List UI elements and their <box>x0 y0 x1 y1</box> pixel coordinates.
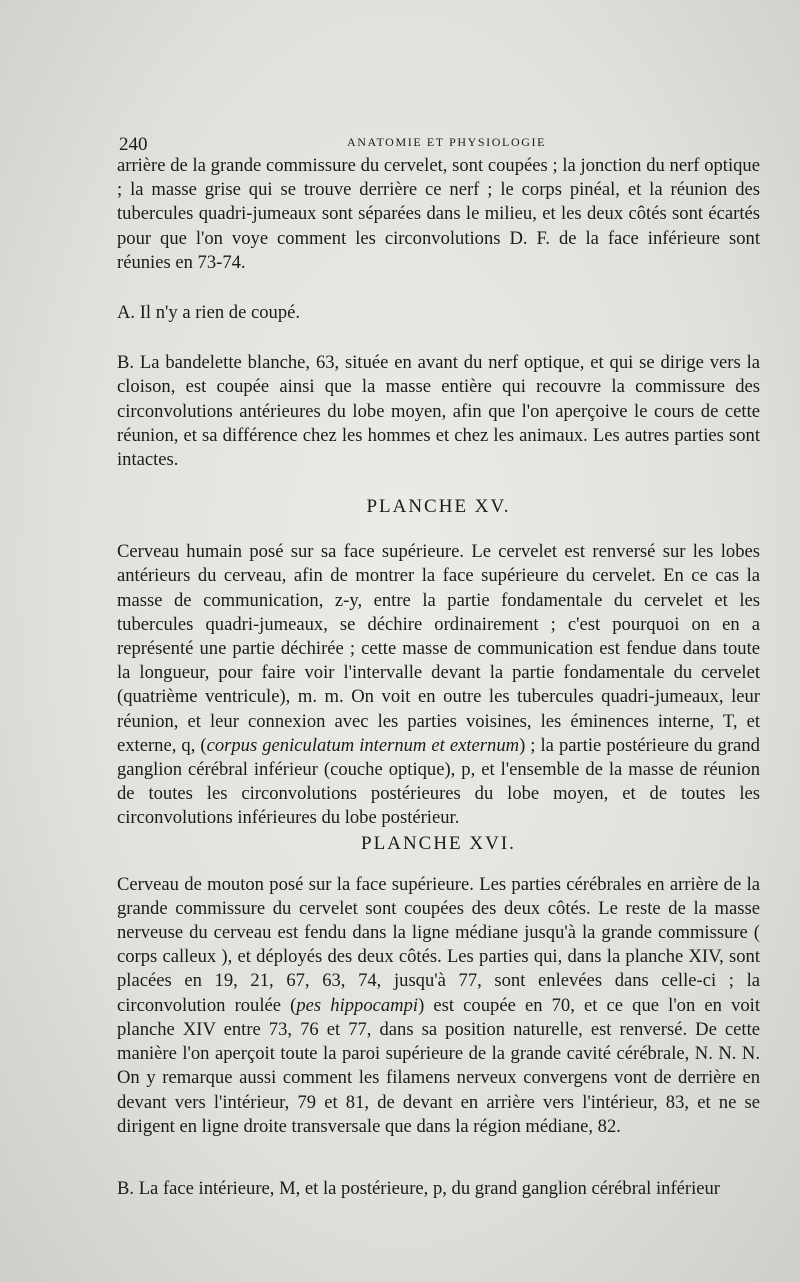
plate-16-text-before: Cerveau de mouton posé sur la face supérieure. Les parties cérébrales en arrière de la grande commissure du cervelet sont coupées des deux côtés. Le reste de la masse nerveuse du cerveau est fendu dans la ligne médiane jusqu'à la grande commissure ( corps calleux ), et déployés des deux côtés. Les parties qui, dans la planche XIV, sont placées en 19, 21, 67, 63, 74, jusqu'à 77, sont enlevées dans celle-ci ; la circonvolution roulée ( <box>117 873 760 1016</box>
page-header <box>117 128 760 154</box>
plate-16-description <box>117 873 760 1139</box>
paragraph-b: B. La bandelette blanche, 63, située en avant du nerf optique, et qui se dirige vers la cloison, est coupée ainsi que la masse entière qui recouvre la commissure des circonvolutions antérieures du lobe moyen, afin que l'on aperçoive le cours de cette réunion, et sa différence chez les hommes et chez les animaux. Les autres parties sont intactes. <box>117 352 760 471</box>
paragraph-final: B. La face intérieure, M, et la postérieure, p, du grand ganglion cérébral inférieur <box>117 1177 720 1199</box>
plate-15-title: PLANCHE XV. <box>366 496 511 518</box>
page-number: 240 <box>119 134 148 155</box>
paragraph-a: A. Il n'y a rien de coupé. <box>117 302 301 324</box>
body-text <box>117 154 760 1201</box>
plate-15-text-after: ) ; la partie postérieure du grand ganglion cérébral inférieur (couche optique), p, et l'ensemble de la masse de réunion de toutes les circonvolutions postérieures du lobe moyen, et de toutes les circonvolutions inférieures du lobe postérieur. <box>117 734 760 829</box>
paragraph-intro: arrière de la grande commissure du cervelet, sont coupées ; la jonction du nerf optique ; la masse grise qui se trouve derrière ce nerf ; le corps pinéal, et la réunion des tubercules quadri-jumeaux sont séparées dans le milieu, et les deux côtés sont écartés pour que l'on voye comment les circonvolutions D. F. de la face inférieure sont réunies en 73-74. <box>117 155 760 273</box>
plate-16-text-after: ) est coupée en 70, et ce que l'on en voit planche XIV entre 73, 76 et 77, dans sa position naturelle, est renversé. De cette manière l'on aperçoit toute la paroi supérieure de la grande cavité cérébrale, N. N. N. On y remarque aussi comment les filamens nerveux convergens vont de derrière en devant vers l'intérieur, 79 et 81, de devant en arrière vers l'intérieur, 83, et ne se dirigent en ligne droite transversale que dans la région médiane, 82. <box>117 994 761 1137</box>
plate-16-title: PLANCHE XVI. <box>361 832 516 854</box>
running-head: ANATOMIE ET PHYSIOLOGIE <box>347 135 547 149</box>
plate-15-description <box>117 540 760 830</box>
plate-16-latin-term: pes hippocampi <box>296 994 419 1016</box>
plate-15-text-before: Cerveau humain posé sur sa face supérieure. Le cervelet est renversé sur les lobes antérieurs du cerveau, afin de montrer la face supérieure du cervelet. En ce cas la masse de communication, z-y, entre la partie fondamentale du cervelet et les tubercules quadri-jumeaux, se déchire ordinairement ; c'est pourquoi on en a représenté une partie déchirée ; cette masse de communication est fendue dans toute la longueur, pour faire voir l'intervalle devant la partie fondamentale du cervelet (quatrième ventricule), m. m. On voit en outre les tubercules quadri-jumeaux, leur réunion, et leur connexion avec les parties voisines, les éminences interne, T, et externe, q, ( <box>117 541 760 756</box>
plate-15-latin-term: corpus geniculatum internum et externum <box>206 734 520 756</box>
